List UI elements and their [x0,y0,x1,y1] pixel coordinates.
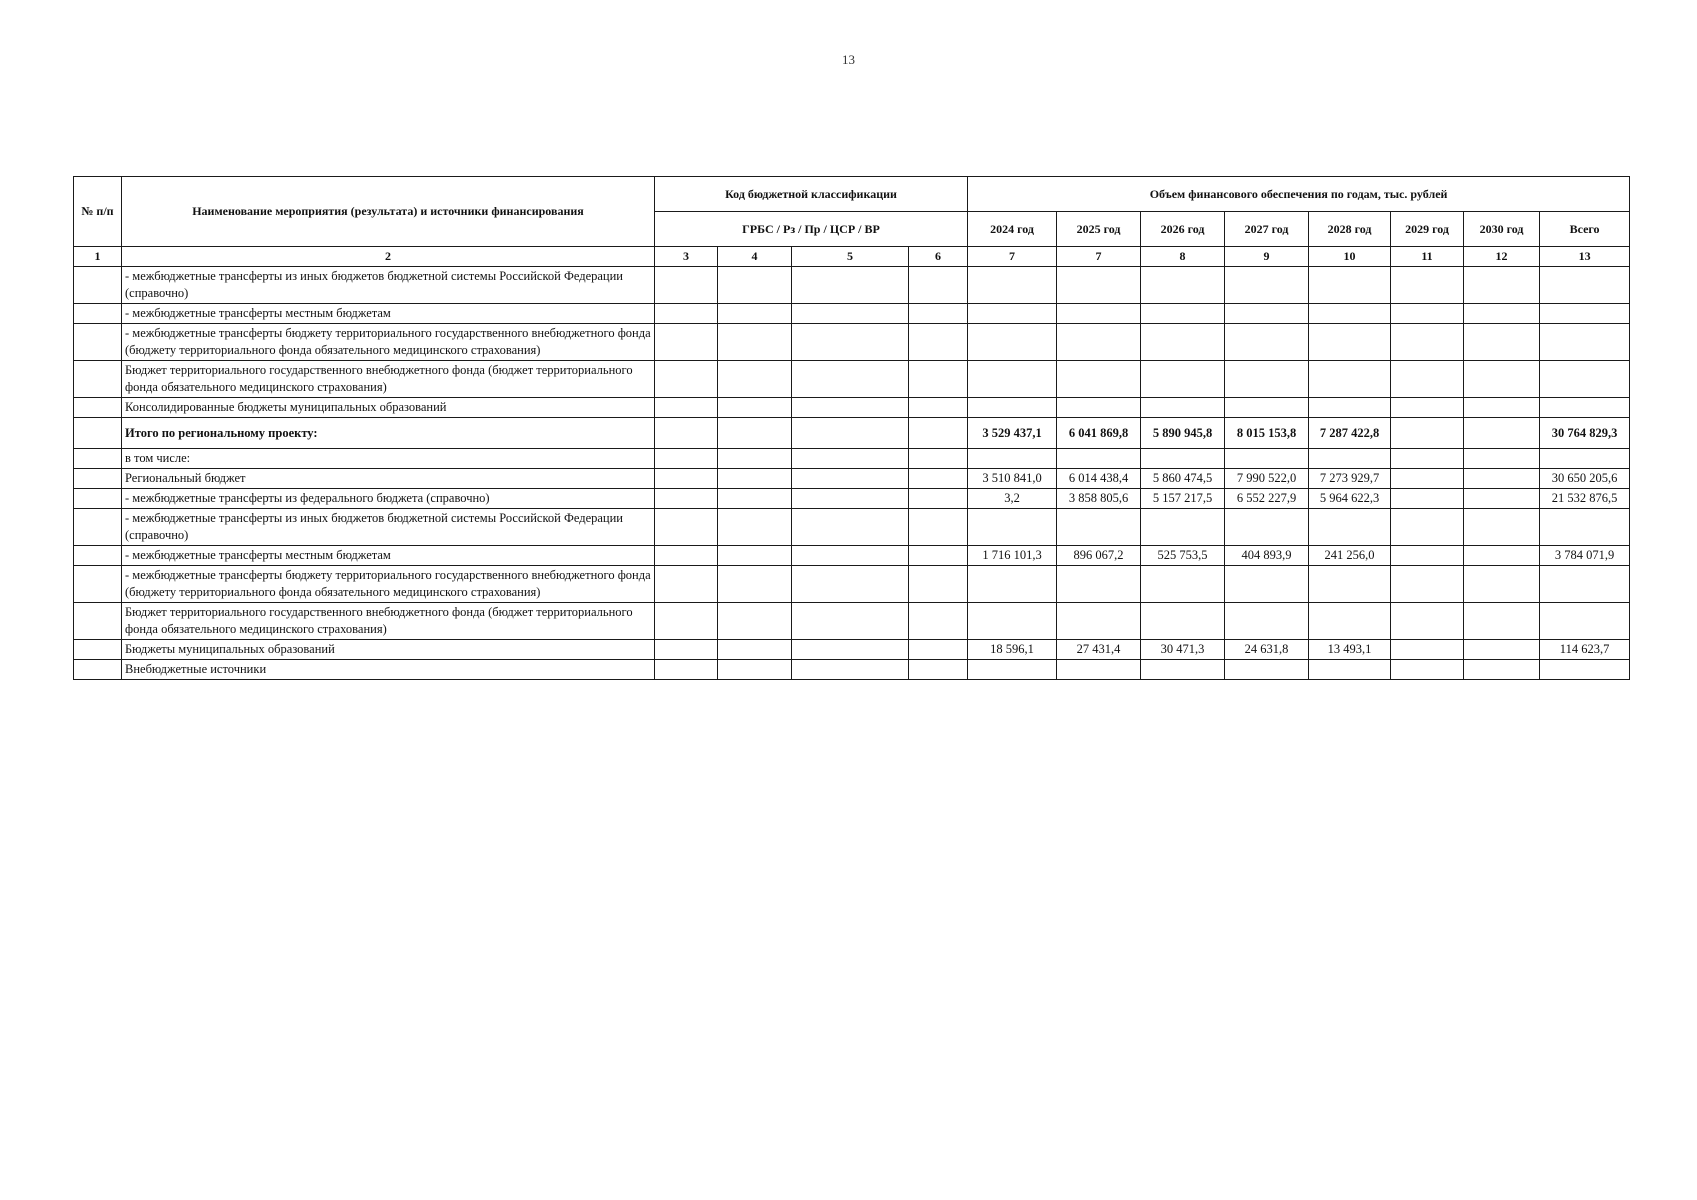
year-value [1225,603,1309,640]
budget-code-cell [718,449,792,469]
budget-code-cell [909,489,968,509]
budget-code-cell [909,566,968,603]
column-number: 4 [718,247,792,267]
row-name: в том числе: [122,449,655,469]
year-value [1464,640,1540,660]
year-value [1309,566,1391,603]
row-name: - межбюджетные трансферты из иных бюджетов бюджетной системы Российской Федерации (справочно) [122,509,655,546]
year-value [1309,449,1391,469]
budget-code-cell [718,324,792,361]
row-name: - межбюджетные трансферты бюджету территориального государственного внебюджетного фонда (бюджету территориального фонда обязательного медицинского страхования) [122,324,655,361]
budget-table [73,176,1630,680]
year-value [1391,304,1464,324]
column-number: 5 [792,247,909,267]
year-value [1391,509,1464,546]
row-name: - межбюджетные трансферты из иных бюджетов бюджетной системы Российской Федерации (справочно) [122,267,655,304]
column-number: 3 [655,247,718,267]
year-value: 5 860 474,5 [1141,469,1225,489]
table-row [74,509,1630,546]
budget-code-cell [792,660,909,680]
budget-code-cell [909,304,968,324]
row-total-value [1540,324,1630,361]
year-value [1057,660,1141,680]
header-code-sub: ГРБС / Рз / Пр / ЦСР / ВР [655,212,968,247]
budget-code-cell [718,304,792,324]
year-value [1309,324,1391,361]
budget-code-cell [792,566,909,603]
year-value [1391,660,1464,680]
header-volume-group: Объем финансового обеспечения по годам, тыс. рублей [968,177,1630,212]
year-value: 404 893,9 [1225,546,1309,566]
budget-code-cell [655,566,718,603]
year-value: 30 471,3 [1141,640,1225,660]
year-value [1225,449,1309,469]
year-value [1391,324,1464,361]
row-number-cell [74,398,122,418]
budget-code-cell [655,603,718,640]
row-name: Консолидированные бюджеты муниципальных образований [122,398,655,418]
header-row-numbers [74,247,1630,267]
year-value: 8 015 153,8 [1225,418,1309,449]
year-value [1225,566,1309,603]
year-value [1464,566,1540,603]
column-number: 13 [1540,247,1630,267]
year-value [1141,267,1225,304]
row-total-value: 21 532 876,5 [1540,489,1630,509]
budget-code-cell [718,418,792,449]
row-number-cell [74,660,122,680]
budget-code-cell [792,361,909,398]
row-name: Бюджет территориального государственного внебюджетного фонда (бюджет территориального фонда обязательного медицинского страхования) [122,603,655,640]
year-value [1057,398,1141,418]
year-value [1057,449,1141,469]
year-value [1141,398,1225,418]
budget-code-cell [792,324,909,361]
year-value [1057,603,1141,640]
row-total-value: 114 623,7 [1540,640,1630,660]
budget-code-cell [655,509,718,546]
row-number-cell [74,267,122,304]
budget-code-cell [718,509,792,546]
row-number-cell [74,418,122,449]
row-total-value [1540,603,1630,640]
row-number-cell [74,324,122,361]
budget-code-cell [792,546,909,566]
row-number-cell [74,304,122,324]
year-value: 5 890 945,8 [1141,418,1225,449]
year-value: 6 014 438,4 [1057,469,1141,489]
year-value [1225,398,1309,418]
year-value [1309,509,1391,546]
table-row [74,469,1630,489]
year-value [1464,546,1540,566]
budget-code-cell [655,267,718,304]
table-row [74,660,1630,680]
year-value [1057,509,1141,546]
year-value [968,660,1057,680]
year-value: 24 631,8 [1225,640,1309,660]
budget-code-cell [792,267,909,304]
year-value [1225,660,1309,680]
table-row [74,640,1630,660]
budget-code-cell [655,640,718,660]
year-value [1057,566,1141,603]
year-value: 7 273 929,7 [1309,469,1391,489]
year-value [968,324,1057,361]
year-value [1225,304,1309,324]
budget-code-cell [909,324,968,361]
year-value [1141,361,1225,398]
year-value [1141,449,1225,469]
year-value [1057,267,1141,304]
budget-code-cell [792,509,909,546]
year-value [968,304,1057,324]
budget-code-cell [655,546,718,566]
budget-code-cell [655,660,718,680]
budget-code-cell [718,361,792,398]
row-number-cell [74,469,122,489]
year-value [1464,361,1540,398]
budget-code-cell [655,324,718,361]
budget-code-cell [909,546,968,566]
year-value [1464,469,1540,489]
year-value [1391,566,1464,603]
row-name: Региональный бюджет [122,469,655,489]
budget-code-cell [909,469,968,489]
budget-code-cell [792,469,909,489]
budget-code-cell [909,509,968,546]
row-name: - межбюджетные трансферты из федерального бюджета (справочно) [122,489,655,509]
column-number: 6 [909,247,968,267]
year-value [1464,267,1540,304]
header-num: № п/п [74,177,122,247]
year-value [1464,603,1540,640]
year-value: 1 716 101,3 [968,546,1057,566]
year-value [1309,398,1391,418]
table-body [74,267,1630,680]
budget-code-cell [792,603,909,640]
year-value: 7 287 422,8 [1309,418,1391,449]
budget-code-cell [655,398,718,418]
column-number: 12 [1464,247,1540,267]
table-row [74,449,1630,469]
column-number: 7 [1057,247,1141,267]
table-row [74,603,1630,640]
row-number-cell [74,449,122,469]
row-name: Бюджет территориального государственного внебюджетного фонда (бюджет территориального фонда обязательного медицинского страхования) [122,361,655,398]
row-total-value [1540,566,1630,603]
row-total-value: 30 764 829,3 [1540,418,1630,449]
year-value [1309,304,1391,324]
header-total: Всего [1540,212,1630,247]
year-value [968,509,1057,546]
column-number: 8 [1141,247,1225,267]
row-number-cell [74,361,122,398]
year-value: 6 552 227,9 [1225,489,1309,509]
row-total-value [1540,361,1630,398]
year-value [968,603,1057,640]
column-number: 1 [74,247,122,267]
year-value [1309,361,1391,398]
table-row [74,267,1630,304]
year-value [1057,361,1141,398]
row-number-cell [74,489,122,509]
row-number-cell [74,566,122,603]
year-value [968,566,1057,603]
budget-code-cell [718,267,792,304]
year-value [1309,660,1391,680]
year-value [968,267,1057,304]
table-row [74,324,1630,361]
row-total-value [1540,449,1630,469]
budget-code-cell [909,449,968,469]
year-value [1391,469,1464,489]
year-value: 896 067,2 [1057,546,1141,566]
year-value [1464,489,1540,509]
header-year: 2029 год [1391,212,1464,247]
year-value: 241 256,0 [1309,546,1391,566]
year-value: 5 157 217,5 [1141,489,1225,509]
budget-code-cell [909,267,968,304]
year-value [1057,304,1141,324]
budget-code-cell [655,361,718,398]
year-value [1391,640,1464,660]
year-value [1141,324,1225,361]
budget-code-cell [718,398,792,418]
column-number: 11 [1391,247,1464,267]
budget-code-cell [718,566,792,603]
year-value [1141,566,1225,603]
row-number-cell [74,603,122,640]
year-value [968,449,1057,469]
budget-code-cell [655,449,718,469]
header-year: 2028 год [1309,212,1391,247]
table-row [74,546,1630,566]
table-row [74,361,1630,398]
row-total-value [1540,304,1630,324]
budget-code-cell [655,418,718,449]
budget-code-cell [792,640,909,660]
table-row [74,418,1630,449]
budget-code-cell [655,469,718,489]
row-number-cell [74,640,122,660]
year-value [1464,304,1540,324]
budget-code-cell [909,418,968,449]
header-year: 2027 год [1225,212,1309,247]
budget-code-cell [655,304,718,324]
year-value [1391,398,1464,418]
budget-code-cell [718,546,792,566]
table-row [74,489,1630,509]
year-value [1309,267,1391,304]
year-value [1141,509,1225,546]
year-value [968,398,1057,418]
budget-code-cell [718,660,792,680]
budget-code-cell [718,469,792,489]
table-row [74,566,1630,603]
budget-code-cell [718,489,792,509]
year-value [1464,660,1540,680]
budget-code-cell [792,418,909,449]
year-value: 525 753,5 [1141,546,1225,566]
row-name: Итого по региональному проекту: [122,418,655,449]
table-row [74,398,1630,418]
year-value: 3 858 805,6 [1057,489,1141,509]
budget-code-cell [909,398,968,418]
year-value [1391,449,1464,469]
budget-code-cell [909,361,968,398]
year-value [1309,603,1391,640]
row-number-cell [74,546,122,566]
row-number-cell [74,509,122,546]
year-value [1225,267,1309,304]
page-number: 13 [842,52,855,67]
table-row [74,304,1630,324]
budget-code-cell [792,489,909,509]
row-total-value [1540,267,1630,304]
budget-code-cell [909,640,968,660]
year-value: 18 596,1 [968,640,1057,660]
year-value [1464,418,1540,449]
budget-code-cell [909,603,968,640]
row-total-value [1540,660,1630,680]
header-code-group: Код бюджетной классификации [655,177,968,212]
year-value [1464,398,1540,418]
row-total-value [1540,509,1630,546]
row-total-value [1540,398,1630,418]
column-number: 10 [1309,247,1391,267]
row-name: Бюджеты муниципальных образований [122,640,655,660]
year-value [1141,660,1225,680]
year-value [1225,361,1309,398]
year-value [1225,509,1309,546]
year-value [1141,304,1225,324]
year-value [1141,603,1225,640]
row-name: - межбюджетные трансферты бюджету территориального государственного внебюджетного фонда (бюджету территориального фонда обязательного медицинского страхования) [122,566,655,603]
header-name: Наименование мероприятия (результата) и источники финансирования [122,177,655,247]
year-value: 3 529 437,1 [968,418,1057,449]
row-name: Внебюджетные источники [122,660,655,680]
year-value [1391,603,1464,640]
year-value [1391,267,1464,304]
column-number: 2 [122,247,655,267]
year-value: 13 493,1 [1309,640,1391,660]
budget-code-cell [718,640,792,660]
year-value [1464,449,1540,469]
header-year: 2024 год [968,212,1057,247]
row-name: - межбюджетные трансферты местным бюджетам [122,304,655,324]
budget-code-cell [792,304,909,324]
column-number: 9 [1225,247,1309,267]
year-value [1391,546,1464,566]
year-value [968,361,1057,398]
year-value: 5 964 622,3 [1309,489,1391,509]
row-name: - межбюджетные трансферты местным бюджетам [122,546,655,566]
year-value [1464,324,1540,361]
year-value: 3,2 [968,489,1057,509]
year-value [1391,489,1464,509]
year-value [1057,324,1141,361]
header-row-top [74,177,1630,212]
year-value [1464,509,1540,546]
budget-code-cell [718,603,792,640]
year-value: 7 990 522,0 [1225,469,1309,489]
year-value [1391,418,1464,449]
budget-code-cell [655,489,718,509]
budget-code-cell [909,660,968,680]
header-year: 2025 год [1057,212,1141,247]
header-year: 2026 год [1141,212,1225,247]
row-total-value: 30 650 205,6 [1540,469,1630,489]
year-value [1391,361,1464,398]
year-value: 27 431,4 [1057,640,1141,660]
row-total-value: 3 784 071,9 [1540,546,1630,566]
column-number: 7 [968,247,1057,267]
header-year: 2030 год [1464,212,1540,247]
budget-code-cell [792,398,909,418]
year-value: 6 041 869,8 [1057,418,1141,449]
year-value: 3 510 841,0 [968,469,1057,489]
year-value [1225,324,1309,361]
budget-code-cell [792,449,909,469]
